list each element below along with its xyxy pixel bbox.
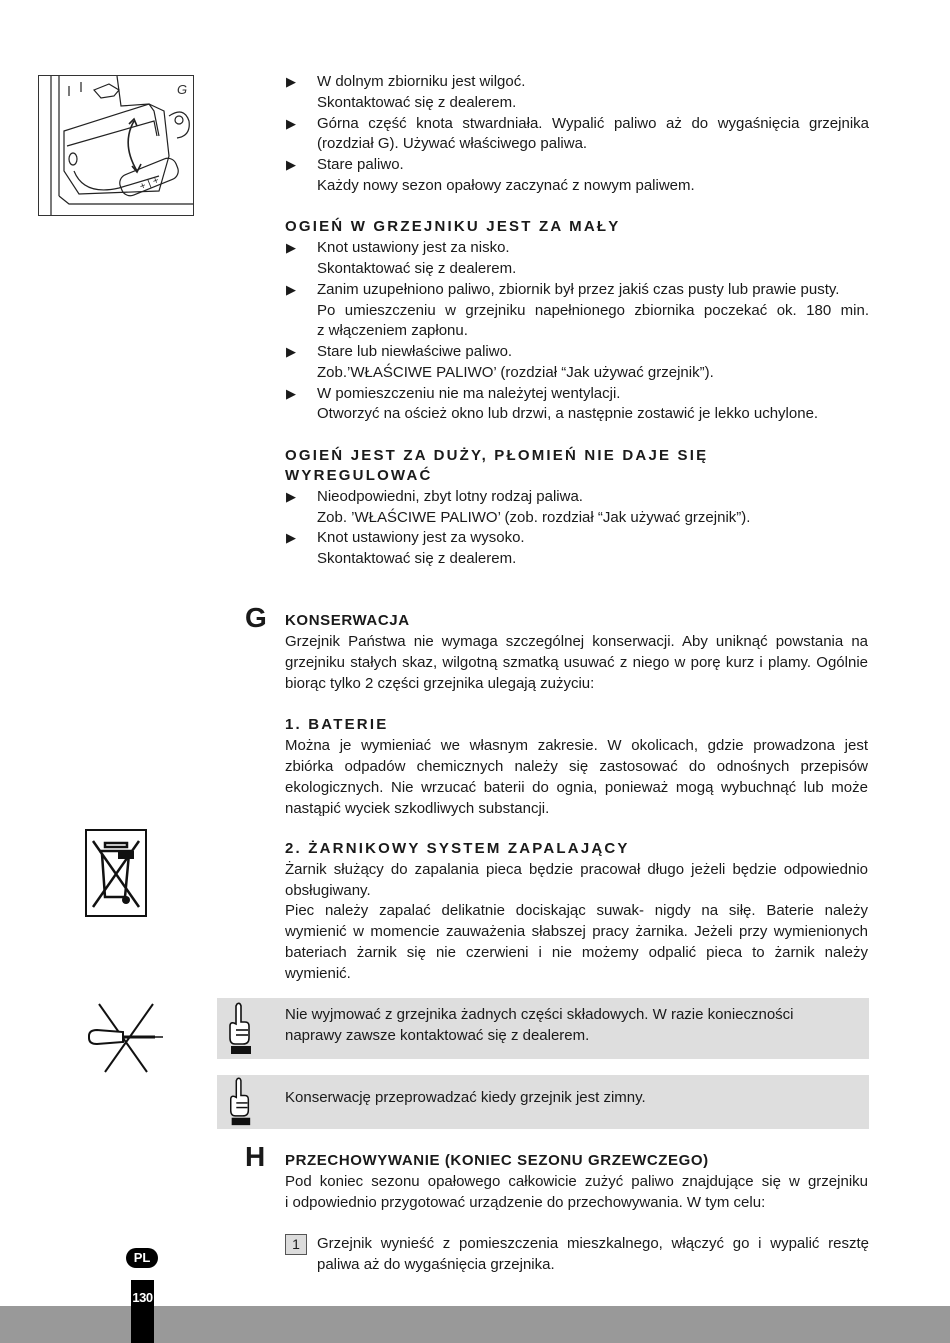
section-letter-h: H bbox=[245, 1141, 266, 1172]
paragraph-line: Pod koniec sezonu opałowego całkowicie zużyć paliwo znajdujące się w grzejniku bbox=[285, 1173, 868, 1190]
paragraph-line: wymienić. bbox=[285, 965, 351, 982]
list-item-title: W dolnym zbiorniku jest wilgoć. bbox=[317, 73, 526, 90]
list-item-title: Górna część knota stwardniała. Wypalić paliwo aż do wygaśnięcia grzejnika bbox=[317, 115, 869, 132]
subheading-ignition: 2. ŻARNIKOWY SYSTEM ZAPALAJĄCY bbox=[285, 840, 630, 857]
paragraph-line: Można je wymieniać we własnym zakresie. W okolicach, gdzie prowadzona jest bbox=[285, 737, 868, 754]
note-text: Konserwację przeprowadzać kiedy grzejnik jest zimny. bbox=[285, 1089, 646, 1106]
list-item-text: Zob.’WŁAŚCIWE PALIWO’ (rozdział “Jak używać grzejnik”). bbox=[317, 364, 714, 381]
step-text: paliwa aż do wygaśnięcia grzejnika. bbox=[317, 1256, 555, 1273]
svg-text:+ | +: + | + bbox=[138, 174, 161, 193]
paragraph-line: Piec należy zapalać delikatnie dociskając suwak- nigdy na siłę. Baterie należy bbox=[285, 902, 868, 919]
step-text: Grzejnik wynieść z pomieszczenia mieszkalnego, włączyć go i wypalić resztę bbox=[317, 1235, 869, 1252]
page-number: 130 bbox=[132, 1290, 153, 1305]
step-number-badge: 1 bbox=[285, 1234, 307, 1255]
bullet-arrow-icon: ▶ bbox=[286, 386, 296, 401]
pointing-hand-icon bbox=[227, 1002, 253, 1056]
paragraph-line: biorąc tylko 2 części grzejnika ulegają zużyciu: bbox=[285, 675, 595, 692]
section-heading-fire-too-big: OGIEŃ JEST ZA DUŻY, PŁOMIEŃ NIE DAJE SIĘ bbox=[285, 447, 709, 464]
paragraph-line: wymienić w momencie zauważenia słabszej pracy żarnika. Jeżeli przy wymienionych bbox=[285, 923, 868, 940]
paragraph-line: Grzejnik Państwa nie wymaga szczególnej konserwacji. Aby uniknąć powstania na bbox=[285, 633, 868, 650]
paragraph-line: grzejniku stałych skaz, wilgotną szmatką usuwać z niego w porę kurz i plamy. Ogólnie bbox=[285, 654, 868, 671]
section-letter-g: G bbox=[245, 602, 267, 633]
section-heading-fire-too-big-cont: WYREGULOWAĆ bbox=[285, 467, 433, 484]
pointing-hand-icon bbox=[227, 1077, 253, 1127]
section-heading-fire-too-small: OGIEŃ W GRZEJNIKU JEST ZA MAŁY bbox=[285, 218, 621, 235]
list-item-text: (rozdział G). Używać właściwego paliwa. bbox=[317, 135, 588, 152]
list-item-title: Stare paliwo. bbox=[317, 156, 404, 173]
crossed-out-wheelie-bin-icon bbox=[85, 829, 147, 917]
note-text: Nie wyjmować z grzejnika żadnych części składowych. W razie konieczności bbox=[285, 1006, 794, 1023]
bullet-arrow-icon: ▶ bbox=[286, 116, 296, 131]
bullet-arrow-icon: ▶ bbox=[286, 489, 296, 504]
section-title-maintenance: KONSERWACJA bbox=[285, 612, 410, 629]
list-item-title: Stare lub niewłaściwe paliwo. bbox=[317, 343, 513, 360]
subheading-batteries: 1. BATERIE bbox=[285, 716, 389, 733]
list-item-text: Skontaktować się z dealerem. bbox=[317, 550, 517, 567]
crossed-out-screwdriver-icon bbox=[85, 1002, 167, 1074]
list-item-text: z włączeniem zapłonu. bbox=[317, 322, 468, 339]
list-item-title: W pomieszczeniu nie ma należytej wentylacji. bbox=[317, 385, 621, 402]
paragraph-line: i odpowiednio przygotować urządzenie do przechowywania. W tym celu: bbox=[285, 1194, 766, 1211]
figure-label: G bbox=[177, 82, 188, 97]
section-title-storage: PRZECHOWYWANIE (KONIEC SEZONU GRZEWCZEGO) bbox=[285, 1152, 709, 1169]
list-item-title: Zanim uzupełniono paliwo, zbiornik był przez jakiś czas pusty lub prawie pusty. bbox=[317, 281, 840, 298]
bullet-arrow-icon: ▶ bbox=[286, 74, 296, 89]
list-item-text: Po umieszczeniu w grzejniku napełnionego zbiornika poczekać ok. 180 min. bbox=[317, 302, 869, 319]
battery-compartment-illustration bbox=[38, 75, 194, 216]
list-item-text: Skontaktować się z dealerem. bbox=[317, 260, 517, 277]
warning-note bbox=[217, 998, 869, 1059]
list-item-text: Każdy nowy sezon opałowy zaczynać z nowym paliwem. bbox=[317, 177, 695, 194]
paragraph-line: obsługiwany. bbox=[285, 882, 371, 899]
bullet-arrow-icon: ▶ bbox=[286, 282, 296, 297]
language-badge: PL bbox=[126, 1248, 158, 1268]
list-item-text: Skontaktować się z dealerem. bbox=[317, 94, 517, 111]
bullet-arrow-icon: ▶ bbox=[286, 240, 296, 255]
paragraph-line: ekologicznych. Nie wrzucać baterii do ognia, ponieważ mogą wybuchnąć lub może bbox=[285, 779, 868, 796]
paragraph-line: bateriach żarnik się nie czerwieni i nie możemy odpalić pieca to żarnik należy bbox=[285, 944, 868, 961]
paragraph-line: nastąpić wyciek szkodliwych substancji. bbox=[285, 800, 550, 817]
paragraph-line: Żarnik służący do zapalania pieca będzie pracował długo jeżeli będzie odpowiednio bbox=[285, 861, 868, 878]
list-item-title: Knot ustawiony jest za wysoko. bbox=[317, 529, 525, 546]
bullet-arrow-icon: ▶ bbox=[286, 157, 296, 172]
warning-note bbox=[217, 1075, 869, 1129]
list-item-text: Zob. ’WŁAŚCIWE PALIWO’ (zob. rozdział “Jak używać grzejnik”). bbox=[317, 509, 751, 526]
paragraph-line: zbiórka odpadów chemicznych należy się zastosować do odnośnych przepisów bbox=[285, 758, 868, 775]
bullet-arrow-icon: ▶ bbox=[286, 530, 296, 545]
list-item-text: Otworzyć na oścież okno lub drzwi, a następnie zostawić je lekko uchylone. bbox=[317, 405, 819, 422]
bullet-arrow-icon: ▶ bbox=[286, 344, 296, 359]
list-item-title: Knot ustawiony jest za nisko. bbox=[317, 239, 510, 256]
note-text: naprawy zawsze kontaktować się z dealerem. bbox=[285, 1027, 590, 1044]
list-item-title: Nieodpowiedni, zbyt lotny rodzaj paliwa. bbox=[317, 488, 583, 505]
